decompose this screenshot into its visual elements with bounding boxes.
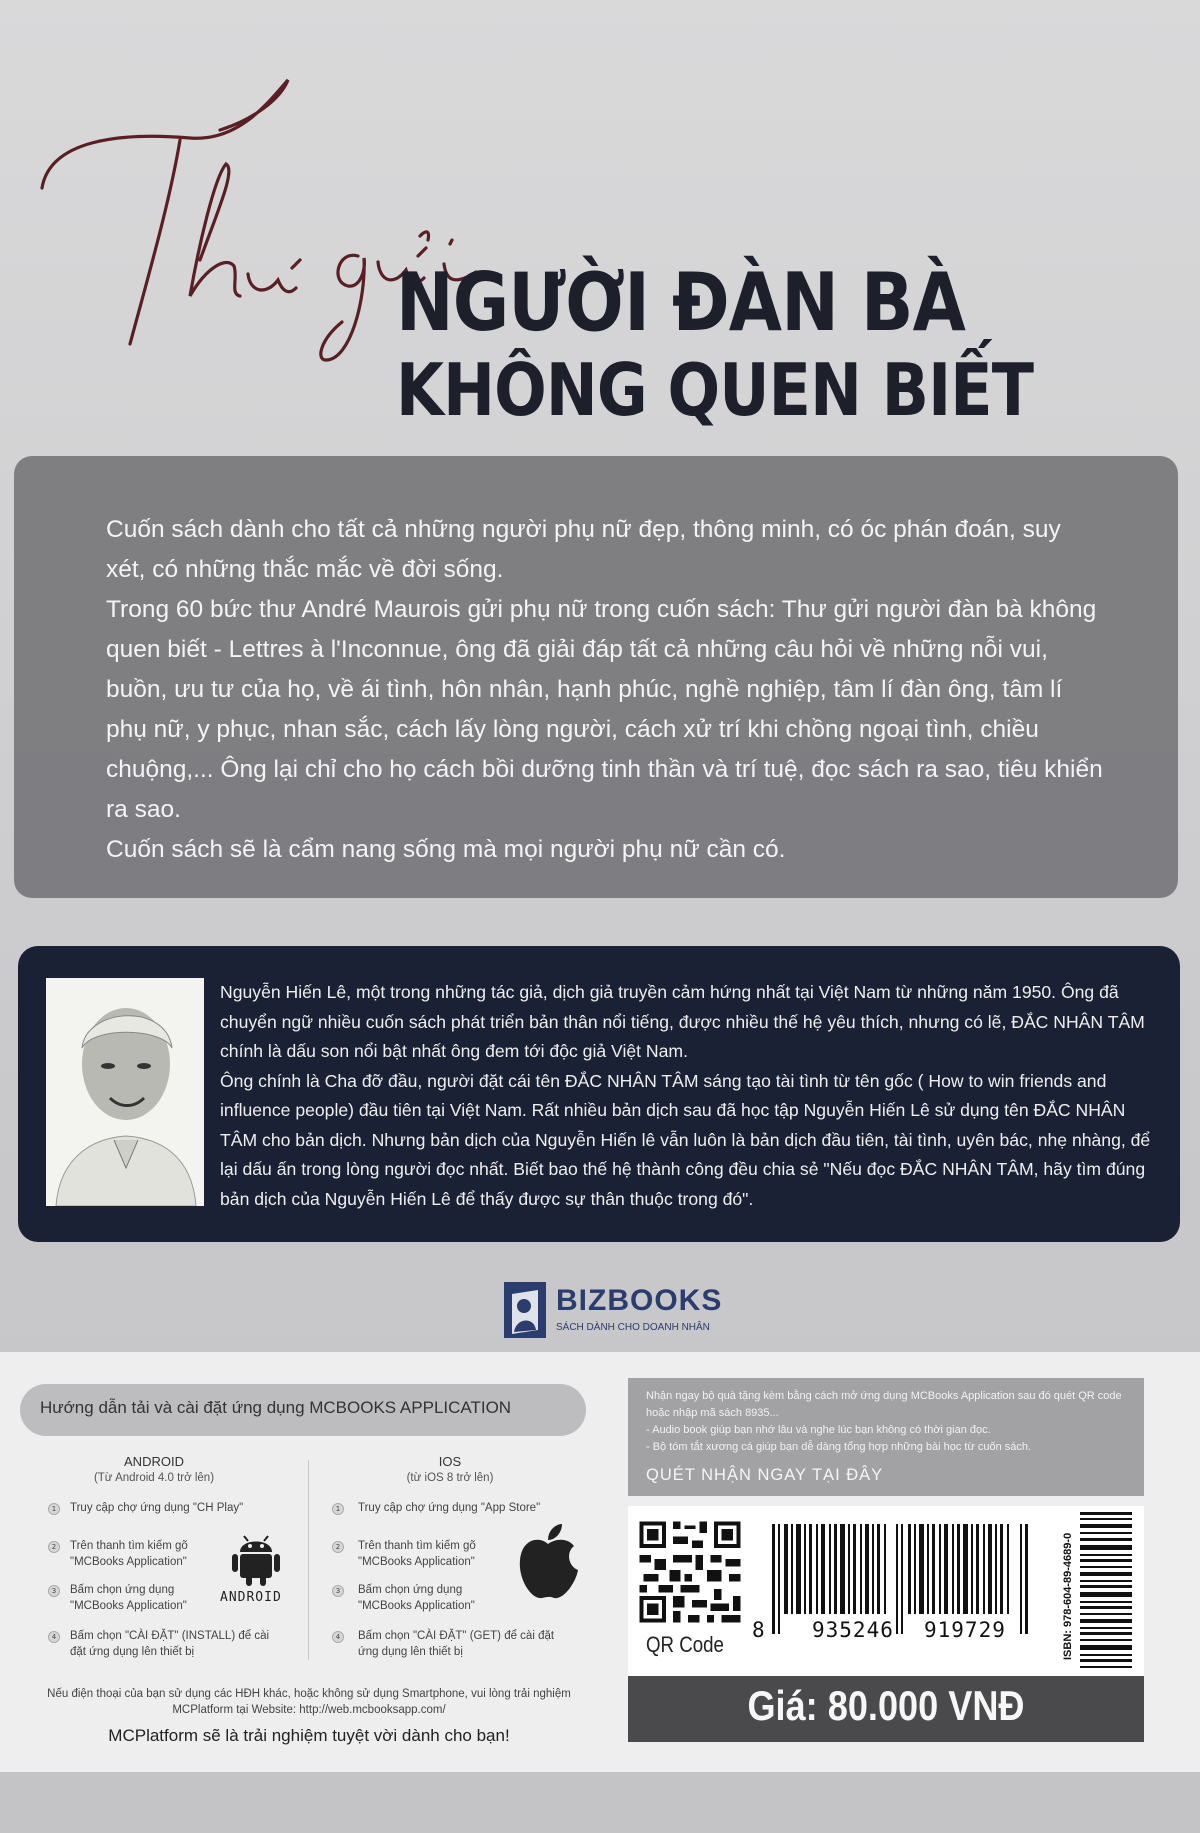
- install-guide-header: [20, 1384, 586, 1436]
- android-wordmark: ANDROID: [220, 1590, 282, 1605]
- qr-code-label: QR Code: [646, 1632, 724, 1657]
- promo-line: - Audio book giúp bạn nhớ lâu và nghe lúc bạn không có thời gian đọc.: [646, 1424, 991, 1436]
- description-paragraph: Cuốn sách sẽ là cẩm nang sống mà mọi người phụ nữ cần có.: [106, 836, 786, 863]
- step-number-icon: 4: [48, 1631, 60, 1643]
- author-photo: [46, 978, 204, 1206]
- step-number-icon: 2: [332, 1541, 344, 1553]
- publisher-name: BIZBOOKS: [556, 1284, 723, 1317]
- step-number-icon: 1: [332, 1503, 344, 1515]
- description-text: [106, 510, 1106, 870]
- android-step-3: Bấm chọn ứng dụng "MCBooks Application": [70, 1584, 187, 1612]
- ios-step-2: Trên thanh tìm kiếm gõ "MCBooks Application": [358, 1540, 476, 1568]
- isbn-text: ISBN: 978-604-89-4689-0: [1062, 1532, 1074, 1660]
- author-bio: [220, 978, 1158, 1214]
- isbn-barcode-icon: [1040, 1512, 1136, 1672]
- guide-tagline: MCPlatform sẽ là trải nghiệm tuyệt vời dành cho bạn!: [108, 1726, 510, 1745]
- author-bio-paragraph: Ông chính là Cha đỡ đầu, người đặt cái tên ĐẮC NHÂN TÂM sáng tạo tài tình từ tên gốc ( How to win friends and influence people) đầu tiên tại Việt Nam. Rất nhiều bản dịch sau đã học tập Nguyễn Hiến Lê sử dụng tên ĐẮC NHÂN TÂM cho bản dịch. Nhưng bản dịch của Nguyễn Hiến lê vẫn luôn là bản dịch đầu tiên, tài tình, uyên bác, nhẹ nhàng, để lại dấu ấn trong lòng người đọc nhất. Biết bao thế hệ thành công đều chia sẻ "Nếu đọc ĐẮC NHÂN TÂM, hãy tìm đúng bản dịch của Nguyễn Hiến Lê để thấy được sự thân thuộc trong đó".: [220, 1070, 1151, 1209]
- price-label: Giá: 80.000 VNĐ: [747, 1682, 1025, 1729]
- ios-step-1: Truy cập chợ ứng dụng "App Store": [358, 1502, 541, 1514]
- author-bio-paragraph: Nguyễn Hiến Lê, một trong những tác giả, dịch giả truyền cảm hứng nhất tại Việt Nam từ những năm 1950. Ông đã chuyển ngữ nhiều cuốn sách phát triển bản thân nổi tiếng, được nhiều thế hệ yêu thích, nhưng có lẽ, ĐẮC NHÂN TÂM chính là dấu son nổi bật nhất ông đem tới độc giả Việt Nam.: [220, 982, 1145, 1061]
- promo-line: Nhận ngay bộ quà tặng kèm bằng cách mở ứng dụng MCBooks Application sau đó quét QR code hoặc nhập mã sách 8935...: [646, 1390, 1122, 1419]
- barcode-right-digits: 919729: [924, 1618, 1006, 1642]
- title-line-2: KHÔNG QUEN BIẾT: [396, 348, 1034, 432]
- android-subtitle: (Từ Android 4.0 trở lên): [93, 1472, 215, 1484]
- description-paragraph: Trong 60 bức thư André Maurois gửi phụ nữ trong cuốn sách: Thư gửi người đàn bà không quen biết - Lettres à l'Inconnue, ông đã giải đáp tất cả những câu hỏi về những nỗi vui, buồn, ưu tư của họ, về ái tình, hôn nhân, hạnh phúc, nghề nghiệp, tâm lí đàn ông, tâm lí phụ nữ, y phục, nhan sắc, cách lấy lòng người, cách xử trí khi chồng ngoại tình, chiều chuộng,... Ông lại chỉ cho họ cách bồi dưỡng tinh thần và trí tuệ, đọc sách ra sao, tiêu khiển ra sao.: [106, 596, 1103, 823]
- install-guide-title: Hướng dẫn tải và cài đặt ứng dụng MCBOOKS APPLICATION: [40, 1398, 512, 1417]
- step-number-icon: 2: [48, 1541, 60, 1553]
- qr-code-icon[interactable]: [636, 1518, 744, 1626]
- android-step-2: Trên thanh tìm kiếm gõ "MCBooks Application": [70, 1540, 188, 1568]
- ios-subtitle: (từ iOS 8 trở lên): [406, 1472, 494, 1484]
- step-number-icon: 1: [48, 1503, 60, 1515]
- android-robot-icon: [226, 1530, 286, 1586]
- android-title: ANDROID: [124, 1454, 184, 1469]
- promo-text: [646, 1388, 1136, 1456]
- promo-line: - Bộ tóm tắt xương cá giúp bạn dễ dàng tổng hợp những bài học từ cuốn sách.: [646, 1441, 1032, 1453]
- publisher-tagline: SÁCH DÀNH CHO DOANH NHÂN: [556, 1322, 710, 1333]
- barcode-lead-digit: 8: [752, 1618, 765, 1642]
- title-line-1: NGƯỜI ĐÀN BÀ: [396, 256, 965, 349]
- android-step-1: Truy cập chợ ứng dụng "CH Play": [70, 1502, 244, 1514]
- step-number-icon: 3: [332, 1585, 344, 1597]
- author-portrait-image: [46, 978, 204, 1206]
- column-divider: [308, 1460, 309, 1660]
- android-step-4: Bấm chọn "CÀI ĐẶT" (INSTALL) để cài đặt ứng dụng lên thiết bị: [70, 1630, 270, 1658]
- ios-title: IOS: [438, 1454, 462, 1469]
- promo-cta: QUÉT NHẬN NGAY TẠI ĐÂY: [646, 1466, 884, 1484]
- ios-step-4: Bấm chọn "CÀI ĐẶT" (GET) để cài đặt ứng dụng lên thiết bị: [358, 1630, 555, 1658]
- ios-step-3: Bấm chọn ứng dụng "MCBooks Application": [358, 1584, 475, 1612]
- step-number-icon: 4: [332, 1631, 344, 1643]
- apple-logo-icon: [514, 1522, 582, 1602]
- step-number-icon: 3: [48, 1585, 60, 1597]
- description-paragraph: Cuốn sách dành cho tất cả những người phụ nữ đẹp, thông minh, có óc phán đoán, suy xét, có những thắc mắc về đời sống.: [106, 516, 1061, 583]
- guide-note: Nếu điện thoại của bạn sử dụng các HĐH khác, hoặc không sử dụng Smartphone, vui lòng trải nghiệm MCPlatform tại Website: http://web.mcbooksapp.com/: [47, 1688, 571, 1716]
- barcode-left-digits: 935246: [812, 1618, 894, 1642]
